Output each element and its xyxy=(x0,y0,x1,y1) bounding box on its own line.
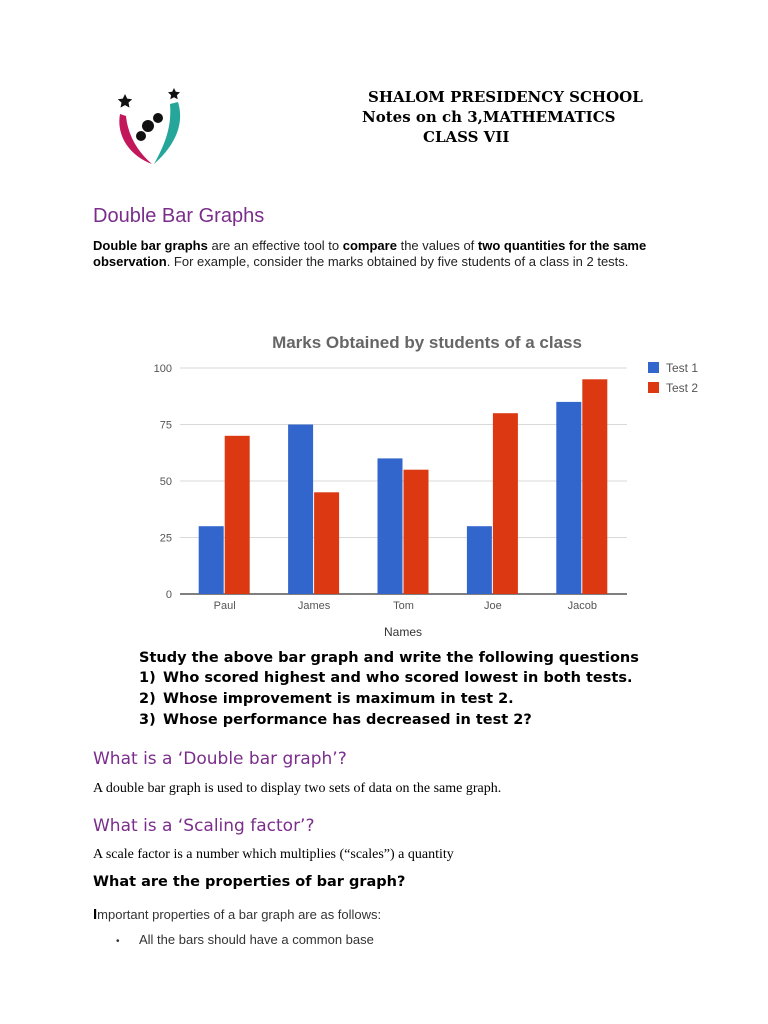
intro-quantities: two quantities for the same observation xyxy=(93,238,647,269)
bar-test2-paul xyxy=(225,436,250,594)
legend-label: Test 1 xyxy=(666,361,699,375)
y-tick-label: 100 xyxy=(153,363,172,375)
school-logo xyxy=(108,84,188,168)
x-axis-label: Names xyxy=(383,625,423,639)
drop-letter: I xyxy=(93,906,98,923)
properties-intro-text: mportant properties of a bar graph are as follows: xyxy=(97,907,382,922)
questions-intro: Study the above bar graph and write the following questions xyxy=(139,650,639,666)
question-text: Whose improvement is maximum in test 2. xyxy=(163,691,514,707)
intro-term: Double bar graphs xyxy=(93,238,208,253)
question-number: 1) xyxy=(139,670,156,686)
bullet-text: All the bars should have a common base xyxy=(139,932,374,947)
scaling-factor-definition: A scale factor is a number which multiplies (“scales”) a quantity xyxy=(93,847,454,862)
bullet-icon: • xyxy=(116,936,120,947)
x-tick-label: Paul xyxy=(213,600,236,612)
notes-line: Notes on ch 3,MATHEMATICS xyxy=(362,108,616,126)
logo-star-right xyxy=(168,88,180,99)
intro-text-1: are an effective tool to xyxy=(207,238,343,253)
bar-test2-jacob xyxy=(582,379,607,594)
y-tick-label: 75 xyxy=(159,419,172,432)
question-number: 2) xyxy=(139,691,156,707)
bar-test1-paul xyxy=(199,526,224,594)
question-1 xyxy=(139,670,632,686)
y-tick-label: 50 xyxy=(159,476,172,488)
school-name: SHALOM PRESIDENCY SCHOOL xyxy=(368,88,643,106)
bar-test2-tom xyxy=(404,470,429,594)
properties-heading: What are the properties of bar graph? xyxy=(93,874,406,890)
legend-swatch xyxy=(648,382,659,393)
logo-dot-3 xyxy=(136,131,146,141)
bar-test1-tom xyxy=(378,458,403,594)
bar-test1-james xyxy=(288,425,313,595)
intro-paragraph xyxy=(93,238,683,269)
bullet-item xyxy=(116,932,374,947)
scaling-factor-heading: What is a ‘Scaling factor’? xyxy=(93,816,315,836)
intro-text-3: . For example, consider the marks obtained by five students of a class in 2 tests. xyxy=(166,253,629,269)
legend-label: Test 2 xyxy=(666,381,699,395)
y-tick-label: 25 xyxy=(159,532,172,545)
properties-intro xyxy=(93,906,381,923)
x-tick-label: Tom xyxy=(393,600,414,612)
intro-compare: compare xyxy=(342,238,397,253)
question-2 xyxy=(139,691,514,707)
x-tick-label: Jacob xyxy=(567,600,597,612)
question-3 xyxy=(139,712,532,728)
page-title: Double Bar Graphs xyxy=(93,205,265,227)
logo-swoosh-teal xyxy=(154,102,180,164)
logo-star-left xyxy=(118,94,132,108)
question-text: Whose performance has decreased in test 2? xyxy=(163,712,532,728)
bar-test1-jacob xyxy=(556,402,581,594)
bar-test2-joe xyxy=(493,413,518,594)
x-tick-label: James xyxy=(297,600,331,612)
question-number: 3) xyxy=(139,712,156,728)
class-line: CLASS VII xyxy=(423,128,510,146)
legend-swatch xyxy=(648,362,659,373)
double-bar-definition: A double bar graph is used to display two sets of data on the same graph. xyxy=(93,781,502,796)
x-tick-label: Joe xyxy=(484,600,502,612)
logo-dot-2 xyxy=(153,113,163,123)
question-text: Who scored highest and who scored lowest in both tests. xyxy=(163,670,633,686)
double-bar-chart xyxy=(130,322,720,642)
bar-test2-james xyxy=(314,492,339,594)
chart-title: Marks Obtained by students of a class xyxy=(272,333,582,352)
y-tick-label: 0 xyxy=(165,589,172,601)
intro-text-2: the values of xyxy=(396,238,478,253)
double-bar-heading: What is a ‘Double bar graph’? xyxy=(93,749,347,769)
bar-test1-joe xyxy=(467,526,492,594)
logo-dot-1 xyxy=(142,120,154,132)
